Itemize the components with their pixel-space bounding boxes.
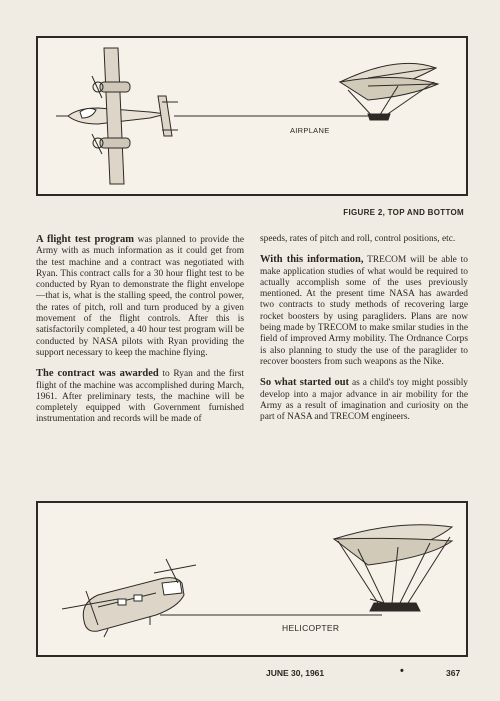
footer-date: JUNE 30, 1961: [266, 668, 325, 678]
paragraph-lead: A flight test program: [36, 234, 134, 245]
paragraph-text: as a child's toy might possibly develop into a major advance in air mobility for the Army as a result of imagination and curiosity on the part of NASA and TRECOM engineers.: [260, 378, 468, 423]
paragraph-text: was planned to provide the Army with as much information as it could get from the test machine and a contract was negotiated with Ryan. This contract calls for a 30 hour flight test to be conducted by Ryan to demonstrate the flight envelope—that is, what is the stalling speed, the control power, the rates of pitch, roll and turn produced by a given movement of the flight controls. After this is satisfactorily completed, a 40 hour test program will be conducted by NASA pilots with Ryan providing the support necessary to keep the machine flying.: [36, 235, 244, 358]
paragraph: [36, 368, 244, 425]
article-column-right: [260, 234, 468, 432]
paragraph-text: TRECOM will be able to make application studies of what would be required to actually accomplish some of the uses previously mentioned. At the present time NASA has awarded two contracts to study methods of recovering large rocket boosters by using paragliders. Plans are now being made by TRECOM to make smilar studies in the field of improved Army mobility. The Ordnance Corps is also planning to study the use of the paraglider to recover boosters from such weapons as the Nike.: [260, 255, 468, 367]
figure-caption: FIGURE 2, TOP AND BOTTOM: [343, 208, 464, 217]
helicopter-label: HELICOPTER: [282, 623, 340, 633]
paragraph: [260, 377, 468, 423]
airplane-illustration: [38, 38, 466, 194]
paragraph: [36, 234, 244, 359]
helicopter-illustration: [38, 503, 466, 655]
paragraph-lead: The contract was awarded: [36, 368, 159, 380]
paragraph-lead: With this information,: [260, 254, 364, 266]
paragraph: [260, 234, 468, 245]
paragraph-lead: So what started out: [260, 377, 350, 389]
paragraph-text: speeds, rates of pitch and roll, control positions, etc.: [260, 234, 456, 244]
figure-airplane: [36, 36, 468, 196]
paragraph-text: to Ryan and the first flight of the machine was accomplished during March, 1961. After preliminary tests, the machine will be completely equipped with Government furnished instrumentation and records will be made of: [36, 369, 245, 425]
article-column-left: [36, 234, 244, 435]
paragraph: [260, 254, 468, 368]
figure-helicopter: [36, 501, 468, 657]
footer-bullet: •: [400, 665, 404, 677]
page-number: 367: [446, 668, 461, 678]
airplane-label: AIRPLANE: [290, 126, 330, 135]
